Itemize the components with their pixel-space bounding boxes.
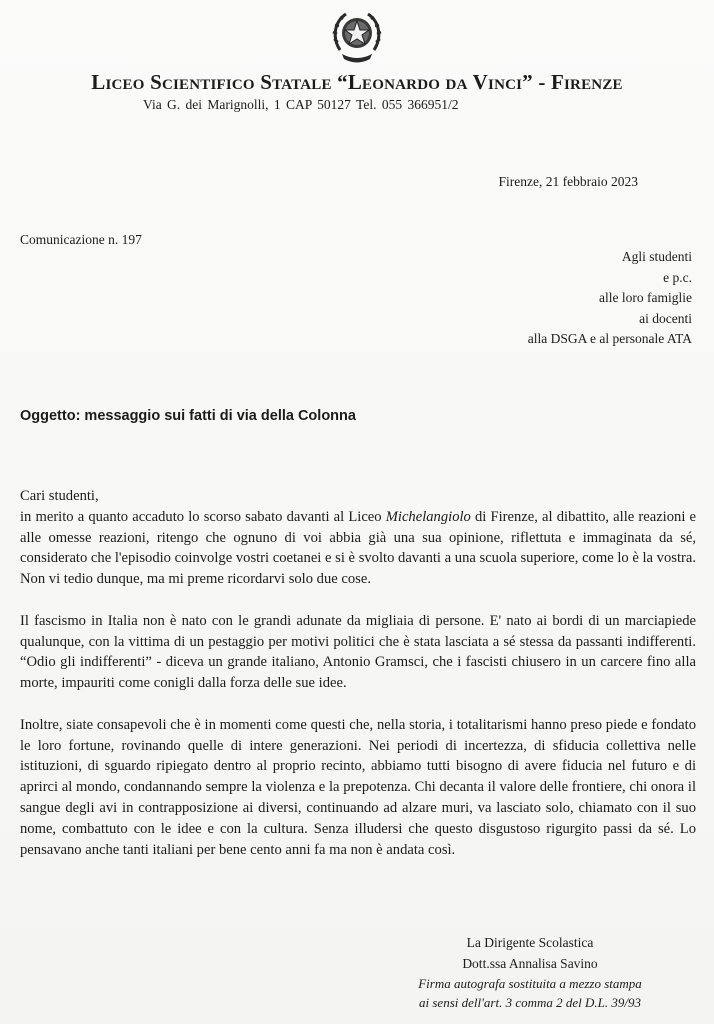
italian-republic-emblem-icon [330, 6, 384, 64]
salutation: Cari studenti, [20, 488, 99, 504]
recipient-line: alla DSGA e al personale ATA [527, 331, 692, 346]
paragraph-2: Il fascismo in Italia non è nato con le grandi adunate da migliaia di persone. E' nato ai bordi di un marciapiede qualunque, con la vittima di un pestaggio per motivi politici che è stata lasciata a sé stessa da passanti indifferenti. “Odio gli indifferenti” - diceva un grande italiano, Antonio Gramsci, che i fascisti chiusero in un carcere fino alla morte, impauriti come conigli dalla forza delle sue idee. [20, 612, 696, 692]
signature-note-line: ai sensi dell'art. 3 comma 2 del D.L. 39/93 [419, 995, 641, 1010]
school-address: Via G. dei Marignolli, 1 CAP 50127 Tel. 055 366951/2 [143, 97, 459, 112]
recipient-line: e p.c. [663, 269, 692, 285]
paragraph-1 [20, 507, 696, 590]
paragraph-1-start: in merito a quanto accaduto lo scorso sabato davanti al Liceo [20, 508, 386, 525]
recipient-line: Agli studenti [621, 249, 692, 264]
letter-body [20, 486, 696, 860]
signature-title: La Dirigente Scolastica [466, 935, 594, 950]
recipient-line: alle loro famiglie [599, 290, 692, 305]
signature-note-line: Firma autografa sostituita a mezzo stampa [418, 976, 642, 991]
letter-date: Firenze, 21 febbraio 2023 [498, 174, 638, 189]
recipients-block [528, 247, 692, 350]
letter-subject: Oggetto: messaggio sui fatti di via della Colonna [20, 408, 356, 424]
signature-name: Dott.ssa Annalisa Savino [462, 956, 598, 971]
paragraph-3: Inoltre, siate consapevoli che è in momenti come questi che, nella storia, i totalitarismi hanno preso piede e fondato le loro fortune, rovinando quelle di intere generazioni. Nei periodi di incertezza, di sfiducia collettiva nelle istituzioni, di sguardo ripiegato dentro al proprio recinto, abbiamo tutti bisogno di avere fiducia nel futuro e di aprirci al mondo, condannando sempre la violenza e la prepotenza. Chi decanta il valore delle frontiere, chi onora il sangue degli avi in contrapposizione ai diversi, continuando ad alzare muri, va lasciato solo, chiamato con il suo nome, combattuto con le idee e con la cultura. Senza illudersi che questo disgustoso rigurgito passi da sé. Lo pensavano anche tanti italiani per bene cento anni fa ma non è andata così. [20, 716, 696, 858]
communication-number: Comunicazione n. 197 [20, 232, 142, 247]
recipient-line: ai docenti [639, 310, 692, 326]
signature-block [380, 932, 680, 1012]
school-name: Liceo Scientifico Statale “Leonardo da Vinci” - Firenze [91, 70, 623, 94]
school-name-italic: Michelangiolo [385, 508, 471, 525]
paragraph-1-end: di Firenze, al dibattito, alle reazioni e alle omesse reazioni, ritengo che ognuno di voi abbia già una sua opinione, riflettuta e immaginata da sé, considerato che l'episodio coinvolge vostri coetanei e si è svolto davanti a una scuola superiore, come lo è la vostra. Non vi tedio dunque, ma mi preme ricordarvi solo due cose. [20, 508, 696, 588]
